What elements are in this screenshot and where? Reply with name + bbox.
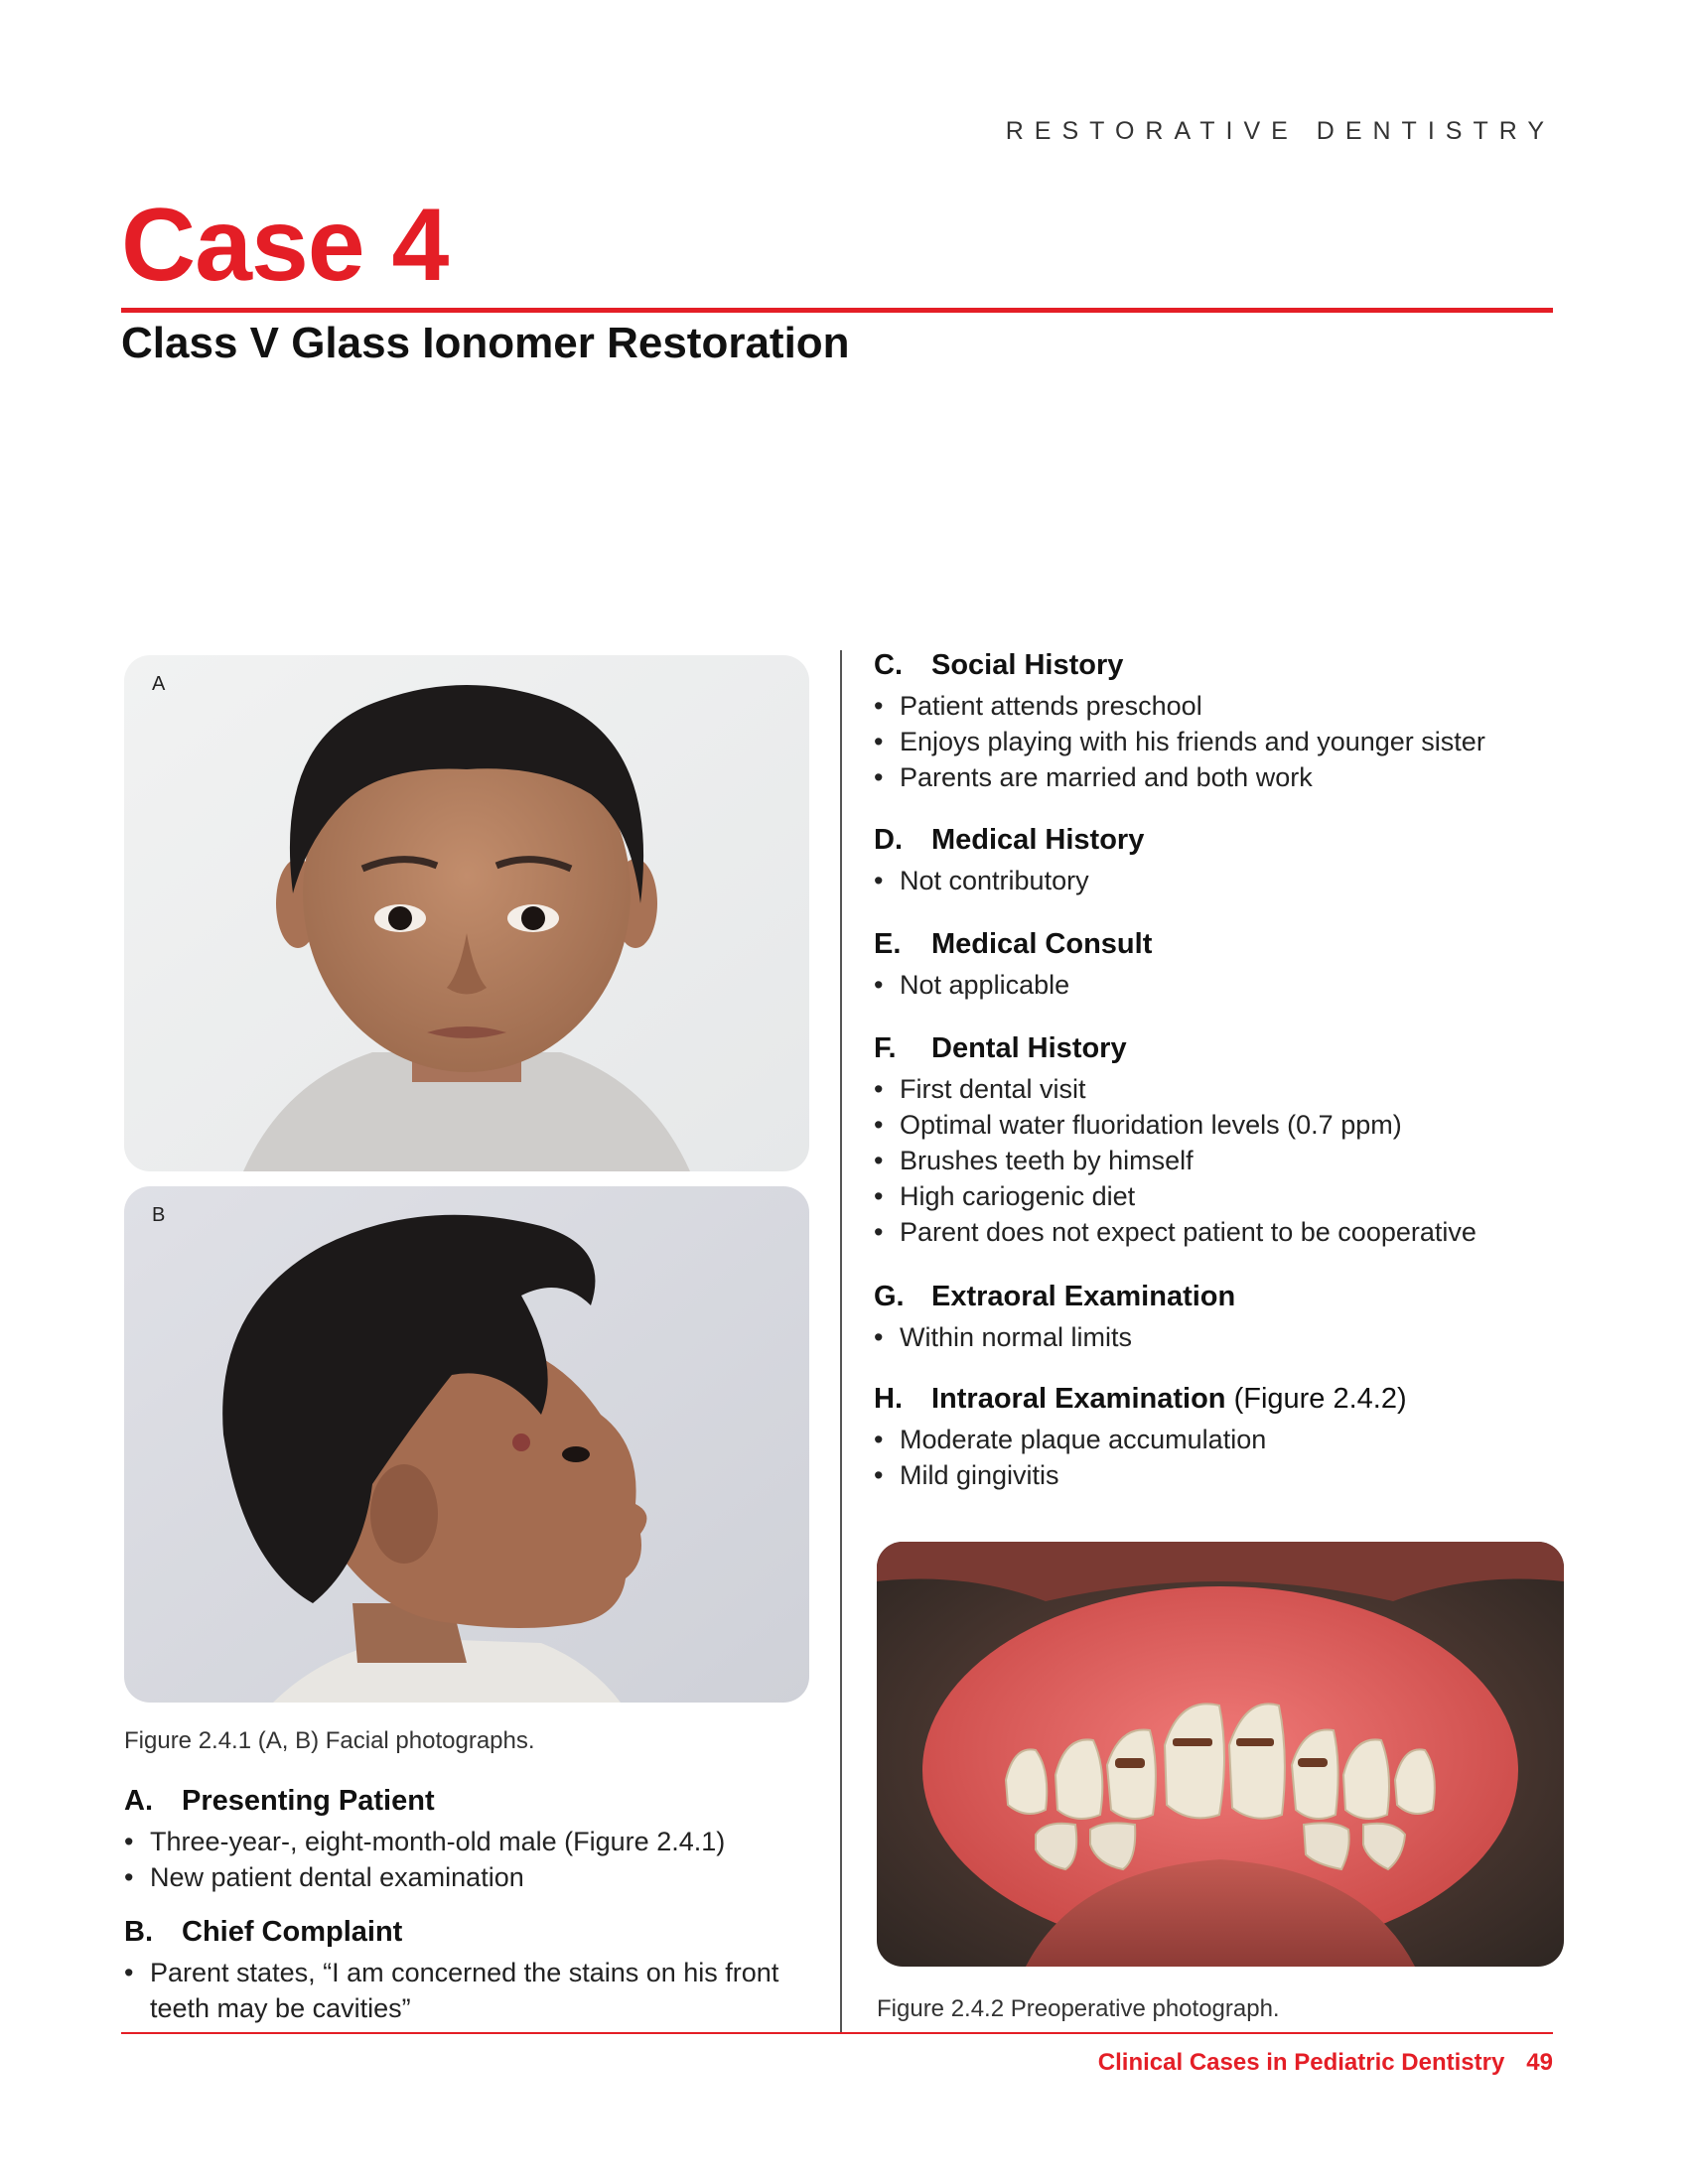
section-title: Dental History xyxy=(931,1032,1127,1064)
section-letter: A. xyxy=(124,1785,153,1817)
list-item: • Moderate plaque accumulation xyxy=(874,1422,1569,1457)
section-medical-history xyxy=(874,824,1569,898)
section-heading xyxy=(874,1281,1569,1313)
section-title: Intraoral Examination xyxy=(931,1383,1226,1415)
section-letter: E. xyxy=(874,928,902,960)
list-item: • Three-year-, eight-month-old male (Figure 2.4.1) xyxy=(124,1824,819,1859)
book-title: Clinical Cases in Pediatric Dentistry xyxy=(1097,2049,1505,2076)
section-intraoral-examination xyxy=(874,1383,1569,1493)
section-letter: C. xyxy=(874,649,903,681)
page-footer xyxy=(1098,2049,1553,2077)
facial-photo-profile xyxy=(124,1186,809,1703)
list-item: • Optimal water fluoridation levels (0.7 ppm) xyxy=(874,1107,1569,1143)
section-title: Medical Consult xyxy=(931,928,1153,960)
title-rule xyxy=(121,308,1553,313)
section-title: Chief Complaint xyxy=(182,1916,403,1948)
list-item: • Patient attends preschool xyxy=(874,688,1569,724)
list-item: • Not applicable xyxy=(874,967,1569,1003)
list-item: • Mild gingivitis xyxy=(874,1457,1569,1493)
section-social-history xyxy=(874,649,1569,795)
section-heading xyxy=(874,1383,1569,1416)
section-heading xyxy=(874,649,1569,682)
section-heading xyxy=(874,824,1569,857)
running-head: RESTORATIVE DENTISTRY xyxy=(1005,117,1555,145)
figure-2-4-1-caption: Figure 2.4.1 (A, B) Facial photographs. xyxy=(124,1727,535,1754)
panel-label-a: A xyxy=(152,673,166,695)
section-chief-complaint xyxy=(124,1916,819,2026)
section-heading xyxy=(124,1916,819,1949)
list-item: • Parent does not expect patient to be cooperative xyxy=(874,1214,1569,1250)
bullet-list xyxy=(874,863,1569,898)
section-letter: G. xyxy=(874,1281,905,1312)
section-title: Social History xyxy=(931,649,1124,681)
list-item: • First dental visit xyxy=(874,1071,1569,1107)
list-item: • Brushes teeth by himself xyxy=(874,1143,1569,1178)
section-heading xyxy=(874,1032,1569,1065)
section-letter: B. xyxy=(124,1916,153,1948)
profile-photo-graphic xyxy=(124,1186,809,1703)
case-number: Case 4 xyxy=(121,188,449,303)
bullet-list xyxy=(874,1071,1569,1250)
section-heading xyxy=(874,928,1569,961)
page-number: 49 xyxy=(1526,2049,1553,2076)
list-item: • Parents are married and both work xyxy=(874,759,1569,795)
footer-rule xyxy=(121,2032,1553,2034)
case-title: Class V Glass Ionomer Restoration xyxy=(121,319,850,367)
section-letter: H. xyxy=(874,1383,903,1415)
section-heading xyxy=(124,1785,819,1818)
section-letter: D. xyxy=(874,824,903,856)
list-item: • Not contributory xyxy=(874,863,1569,898)
intraoral-photo xyxy=(877,1542,1564,1967)
bullet-list xyxy=(124,1955,819,2026)
column-divider xyxy=(840,650,842,2032)
frontal-photo-graphic xyxy=(124,655,809,1171)
list-item: • New patient dental examination xyxy=(124,1859,819,1895)
list-item: • High cariogenic diet xyxy=(874,1178,1569,1214)
list-item: • Parent states, “I am concerned the stains on his front teeth may be cavities” xyxy=(124,1955,819,2026)
section-title: Presenting Patient xyxy=(182,1785,435,1817)
section-letter: F. xyxy=(874,1032,897,1064)
section-medical-consult xyxy=(874,928,1569,1003)
bullet-list xyxy=(124,1824,819,1895)
bullet-list xyxy=(874,1422,1569,1493)
bullet-list xyxy=(874,967,1569,1003)
intraoral-photo-graphic xyxy=(877,1542,1564,1967)
bullet-list xyxy=(874,688,1569,795)
list-item: • Enjoys playing with his friends and younger sister xyxy=(874,724,1569,759)
figure-reference: (Figure 2.4.2) xyxy=(1225,1383,1407,1415)
section-title: Extraoral Examination xyxy=(931,1281,1236,1312)
bullet-list xyxy=(874,1319,1569,1355)
facial-photo-frontal xyxy=(124,655,809,1171)
list-item: • Within normal limits xyxy=(874,1319,1569,1355)
section-dental-history xyxy=(874,1032,1569,1250)
section-extraoral-examination xyxy=(874,1281,1569,1355)
figure-2-4-2-caption: Figure 2.4.2 Preoperative photograph. xyxy=(877,1995,1280,2022)
section-title: Medical History xyxy=(931,824,1145,856)
section-presenting-patient xyxy=(124,1785,819,1895)
panel-label-b: B xyxy=(152,1204,166,1226)
